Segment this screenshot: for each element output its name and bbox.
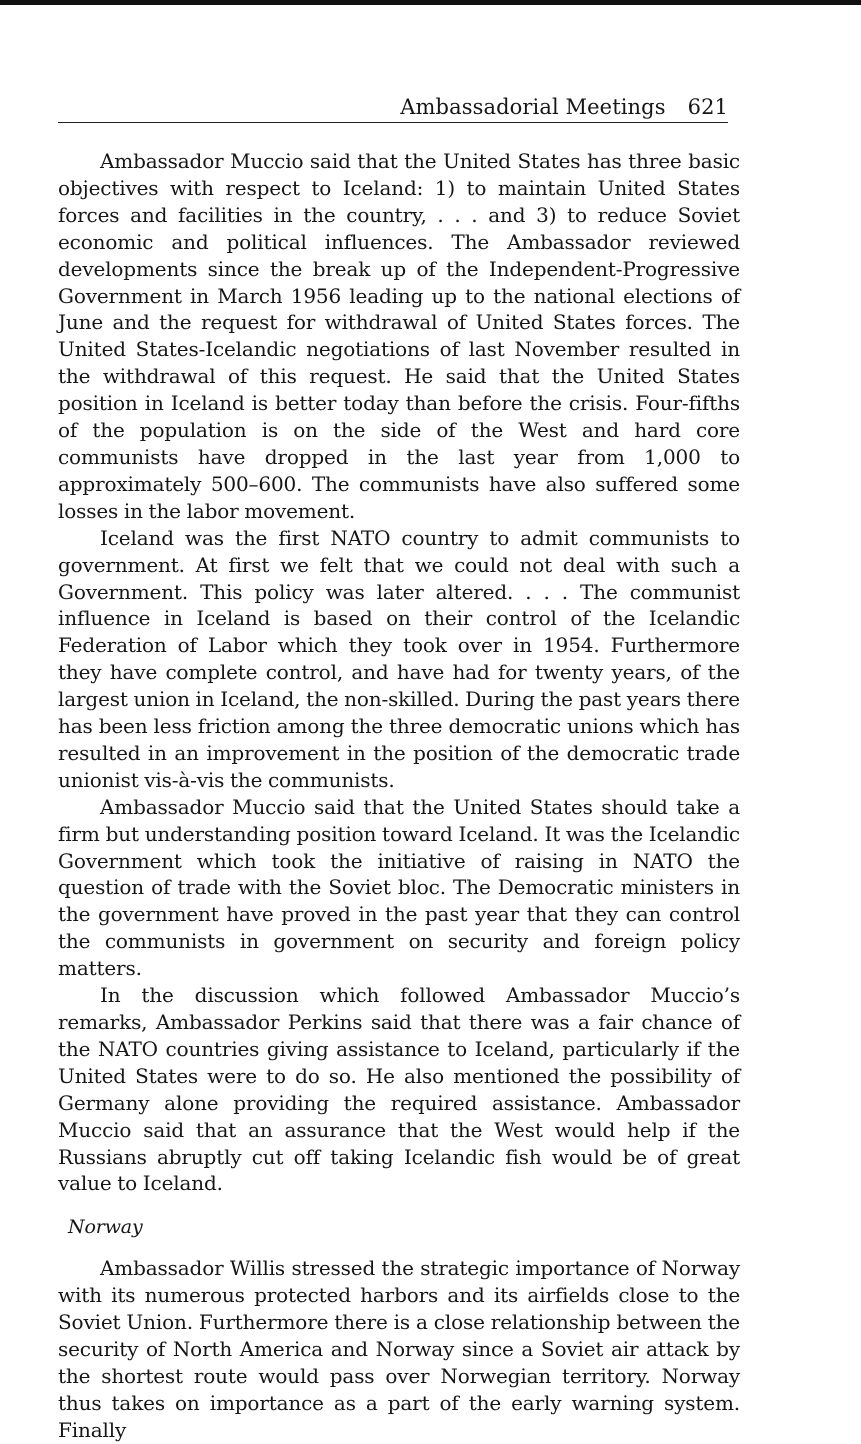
- section-heading-norway: Norway: [68, 1216, 143, 1239]
- paragraph-us-position: Ambassador Muccio said that the United States should take a firm but understanding position toward Iceland. It was the Icelandic Government which took the initiative of raising in NATO the question of trade with the Soviet bloc. The Democratic ministers in the government have proved in the past year that they can control the communists in government on security and foreign policy matters.: [58, 794, 740, 981]
- page-body: [58, 148, 740, 1444]
- paragraph-iceland-objectives: Ambassador Muccio said that the United States has three basic objectives with respect to Iceland: 1) to maintain United States forces and facilities in the country, . . . and 3) to reduce Soviet economic and political influences. The Ambassador reviewed developments since the break up of the Independent-Progressive Government in March 1956 leading up to the national elections of June and the request for withdrawal of United States forces. The United States-Icelandic negotiations of last November resulted in the withdrawal of this request. He said that the United States position in Iceland is better today than before the crisis. Four-fifths of the population is on the side of the West and hard core communists have dropped in the last year from 1,000 to approximately 500–600. The communists have also suffered some losses in the labor movement.: [58, 149, 740, 523]
- running-head: [58, 94, 728, 123]
- running-title: Ambassadorial Meetings: [400, 95, 666, 119]
- page-number: 621: [687, 95, 728, 119]
- paragraph-iceland-communists: Iceland was the first NATO country to admit communists to government. At first we felt that we could not deal with such a Government. This policy was later altered. . . . The communist influence in Iceland is based on their control of the Icelandic Federation of Labor which they took over in 1954. Furthermore they have complete control, and have had for twenty years, of the largest union in Iceland, the non-skilled. During the past years there has been less friction among the three democratic unions which has resulted in an improvement in the position of the democratic trade unionist vis-à-vis the communists.: [58, 525, 740, 792]
- paragraph-nato-assistance: In the discussion which followed Ambassador Muccio’s remarks, Ambassador Perkins said that there was a fair chance of the NATO countries giving assistance to Iceland, particularly if the United States were to do so. He also mentioned the possibility of Germany alone providing the required assistance. Ambassador Muccio said that an assurance that the West would help if the Russians abruptly cut off taking Icelandic fish would be of great value to Iceland.: [58, 983, 740, 1196]
- paragraph-norway-strategic: Ambassador Willis stressed the strategic importance of Norway with its numerous protected harbors and its airfields close to the Soviet Union. Furthermore there is a close relationship between the security of North America and Norway since a Soviet air attack by the shortest route would pass over Norwegian territory. Norway thus takes on importance as a part of the early warning system. Finally: [58, 1256, 740, 1442]
- scan-top-border: [0, 0, 861, 5]
